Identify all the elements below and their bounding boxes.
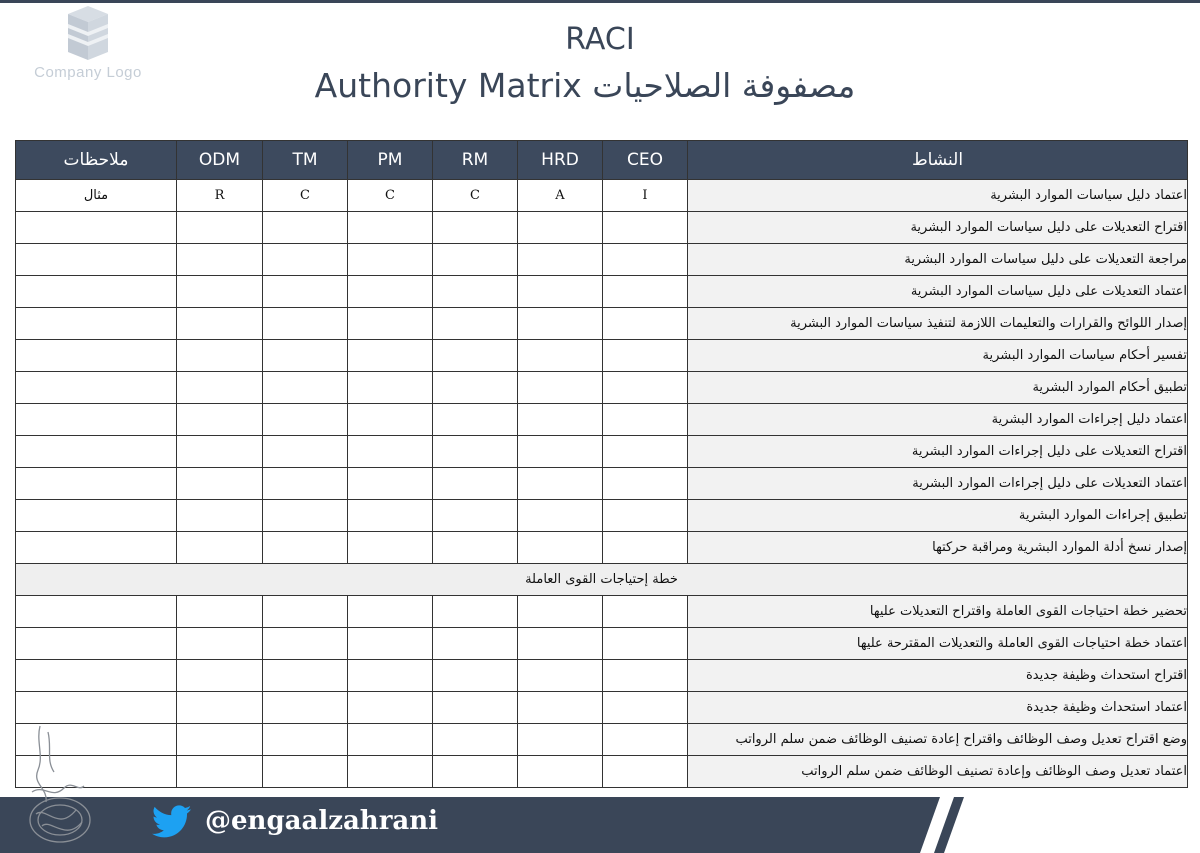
tm-cell[interactable] [263,500,348,532]
odm-cell[interactable] [177,372,263,404]
header-pm: PM [348,141,433,180]
table-row [16,756,1188,788]
table-row [16,724,1188,756]
header-notes: ملاحظات [16,141,177,180]
odm-cell[interactable] [177,692,263,724]
activity-cell: اعتماد تعديل وصف الوظائف وإعادة تصنيف الوظائف ضمن سلم الرواتب [688,756,1188,788]
tm-cell[interactable] [263,404,348,436]
rm-cell[interactable] [433,500,518,532]
tm-cell[interactable] [263,468,348,500]
section-title: خطة إحتياجات القوى العاملة [16,564,1188,596]
tm-cell[interactable] [263,340,348,372]
hrd-cell[interactable] [518,692,603,724]
notes-cell[interactable] [16,468,177,500]
pm-cell[interactable] [348,468,433,500]
rm-cell[interactable] [433,276,518,308]
pm-cell[interactable] [348,500,433,532]
pm-cell[interactable] [348,628,433,660]
odm-cell[interactable] [177,756,263,788]
activity-cell: اعتماد استحداث وظيفة جديدة [688,692,1188,724]
pm-cell[interactable] [348,212,433,244]
rm-cell[interactable] [433,596,518,628]
twitter-handle[interactable]: @engaalzahrani [205,806,439,836]
ceo-cell[interactable] [603,276,688,308]
hrd-cell[interactable] [518,724,603,756]
notes-cell[interactable] [16,660,177,692]
twitter-bird-icon [152,805,192,839]
ceo-cell[interactable] [603,244,688,276]
activity-cell: مراجعة التعديلات على دليل سياسات الموارد البشرية [688,244,1188,276]
ceo-cell[interactable] [603,340,688,372]
activity-cell: اقتراح استحداث وظيفة جديدة [688,660,1188,692]
rm-cell[interactable] [433,532,518,564]
notes-cell[interactable] [16,596,177,628]
odm-cell[interactable] [177,276,263,308]
table-row [16,244,1188,276]
table-row [16,340,1188,372]
rm-cell[interactable] [433,468,518,500]
table-row [16,532,1188,564]
activity-cell: اعتماد التعديلات على دليل إجراءات الموارد البشرية [688,468,1188,500]
ceo-cell[interactable] [603,756,688,788]
ceo-cell[interactable] [603,500,688,532]
notes-cell[interactable] [16,436,177,468]
odm-cell[interactable] [177,724,263,756]
rm-cell[interactable] [433,724,518,756]
hrd-cell[interactable] [518,212,603,244]
ceo-cell[interactable] [603,436,688,468]
tm-cell[interactable] [263,276,348,308]
pm-cell[interactable] [348,660,433,692]
notes-cell[interactable] [16,340,177,372]
table-row [16,308,1188,340]
tm-cell[interactable] [263,660,348,692]
rm-cell[interactable] [433,340,518,372]
odm-cell[interactable] [177,596,263,628]
table-row [16,212,1188,244]
table-row [16,468,1188,500]
pm-cell[interactable] [348,532,433,564]
activity-cell: اعتماد التعديلات على دليل سياسات الموارد البشرية [688,276,1188,308]
signature-calligraphy-icon [18,722,98,847]
footer-stripe-decoration [920,797,1200,853]
table-row [16,372,1188,404]
odm-cell[interactable] [177,404,263,436]
pm-cell[interactable] [348,692,433,724]
activity-cell: اعتماد دليل إجراءات الموارد البشرية [688,404,1188,436]
pm-cell[interactable] [348,340,433,372]
pm-cell[interactable] [348,724,433,756]
table-row [16,628,1188,660]
header-ceo: CEO [603,141,688,180]
odm-cell[interactable] [177,244,263,276]
pm-cell[interactable] [348,372,433,404]
notes-cell[interactable] [16,244,177,276]
page-title-authority-matrix: Authority Matrix مصفوفة الصلاحيات [314,66,856,105]
odm-cell[interactable] [177,660,263,692]
ceo-cell[interactable] [603,372,688,404]
activity-cell: اعتماد خطة احتياجات القوى العاملة والتعديلات المقترحة عليها [688,628,1188,660]
pm-cell[interactable] [348,404,433,436]
pm-cell[interactable] [348,244,433,276]
hrd-cell[interactable] [518,372,603,404]
header-rm: RM [433,141,518,180]
header-hrd: HRD [518,141,603,180]
rm-cell[interactable] [433,660,518,692]
hrd-cell[interactable] [518,500,603,532]
activity-cell: وضع اقتراح تعديل وصف الوظائف واقتراح إعادة تصنيف الوظائف ضمن سلم الرواتب [688,724,1188,756]
rm-cell[interactable] [433,404,518,436]
tm-cell[interactable] [263,372,348,404]
notes-cell[interactable]: مثال [16,180,177,212]
notes-cell[interactable] [16,532,177,564]
ceo-cell[interactable]: I [603,180,688,212]
table-header-row [16,141,1188,180]
ceo-cell[interactable] [603,308,688,340]
header-tm: TM [263,141,348,180]
ceo-cell[interactable] [603,404,688,436]
notes-cell[interactable] [16,212,177,244]
notes-cell[interactable] [16,372,177,404]
pm-cell[interactable] [348,756,433,788]
activity-cell: اعتماد دليل سياسات الموارد البشرية [688,180,1188,212]
odm-cell[interactable] [177,340,263,372]
rm-cell[interactable] [433,372,518,404]
pm-cell[interactable] [348,308,433,340]
tm-cell[interactable]: C [263,180,348,212]
ceo-cell[interactable] [603,596,688,628]
pm-cell[interactable] [348,436,433,468]
tm-cell[interactable] [263,692,348,724]
pm-cell[interactable] [348,596,433,628]
header-activity: النشاط [688,141,1188,180]
odm-cell[interactable] [177,212,263,244]
tm-cell[interactable] [263,532,348,564]
hrd-cell[interactable] [518,756,603,788]
notes-cell[interactable] [16,276,177,308]
table-row [16,180,1188,212]
hrd-cell[interactable]: A [518,180,603,212]
header-odm: ODM [177,141,263,180]
rm-cell[interactable] [433,308,518,340]
tm-cell[interactable] [263,244,348,276]
notes-cell[interactable] [16,628,177,660]
section-header-row [16,564,1188,596]
rm-cell[interactable] [433,212,518,244]
ceo-cell[interactable] [603,660,688,692]
hrd-cell[interactable] [518,436,603,468]
ceo-cell[interactable] [603,692,688,724]
tm-cell[interactable] [263,308,348,340]
rm-cell[interactable] [433,244,518,276]
top-border-line [0,0,1200,3]
activity-cell: اقتراح التعديلات على دليل سياسات الموارد البشرية [688,212,1188,244]
raci-matrix-table [15,140,1188,788]
rm-cell[interactable] [433,692,518,724]
odm-cell[interactable]: R [177,180,263,212]
rm-cell[interactable] [433,436,518,468]
activity-cell: تطبيق أحكام الموارد البشرية [688,372,1188,404]
odm-cell[interactable] [177,468,263,500]
table-row [16,436,1188,468]
hrd-cell[interactable] [518,404,603,436]
tm-cell[interactable] [263,212,348,244]
rm-cell[interactable]: C [433,180,518,212]
hrd-cell[interactable] [518,468,603,500]
tm-cell[interactable] [263,628,348,660]
ceo-cell[interactable] [603,628,688,660]
activity-cell: إصدار اللوائح والقرارات والتعليمات اللازمة لتنفيذ سياسات الموارد البشرية [688,308,1188,340]
hrd-cell[interactable] [518,308,603,340]
odm-cell[interactable] [177,628,263,660]
activity-cell: تفسير أحكام سياسات الموارد البشرية [688,340,1188,372]
tm-cell[interactable] [263,724,348,756]
table-row [16,404,1188,436]
table-row [16,596,1188,628]
tm-cell[interactable] [263,756,348,788]
ceo-cell[interactable] [603,532,688,564]
activity-cell: اقتراح التعديلات على دليل إجراءات الموارد البشرية [688,436,1188,468]
odm-cell[interactable] [177,500,263,532]
rm-cell[interactable] [433,756,518,788]
company-logo-text: Company Logo [34,64,142,81]
table-row [16,660,1188,692]
hrd-cell[interactable] [518,532,603,564]
odm-cell[interactable] [177,532,263,564]
rm-cell[interactable] [433,628,518,660]
odm-cell[interactable] [177,308,263,340]
hrd-cell[interactable] [518,628,603,660]
activity-cell: تطبيق إجراءات الموارد البشرية [688,500,1188,532]
pm-cell[interactable] [348,276,433,308]
table-row [16,276,1188,308]
page-title-raci: RACI [565,22,635,57]
odm-cell[interactable] [177,436,263,468]
hrd-cell[interactable] [518,244,603,276]
tm-cell[interactable] [263,596,348,628]
notes-cell[interactable] [16,500,177,532]
table-row [16,692,1188,724]
notes-cell[interactable] [16,404,177,436]
hrd-cell[interactable] [518,340,603,372]
notes-cell[interactable] [16,692,177,724]
tm-cell[interactable] [263,436,348,468]
ceo-cell[interactable] [603,212,688,244]
notes-cell[interactable] [16,308,177,340]
table-row [16,500,1188,532]
hrd-cell[interactable] [518,660,603,692]
activity-cell: تحضير خطة احتياجات القوى العاملة واقتراح التعديلات عليها [688,596,1188,628]
pm-cell[interactable]: C [348,180,433,212]
hrd-cell[interactable] [518,276,603,308]
activity-cell: إصدار نسخ أدلة الموارد البشرية ومراقبة حركتها [688,532,1188,564]
hrd-cell[interactable] [518,596,603,628]
ceo-cell[interactable] [603,468,688,500]
ceo-cell[interactable] [603,724,688,756]
